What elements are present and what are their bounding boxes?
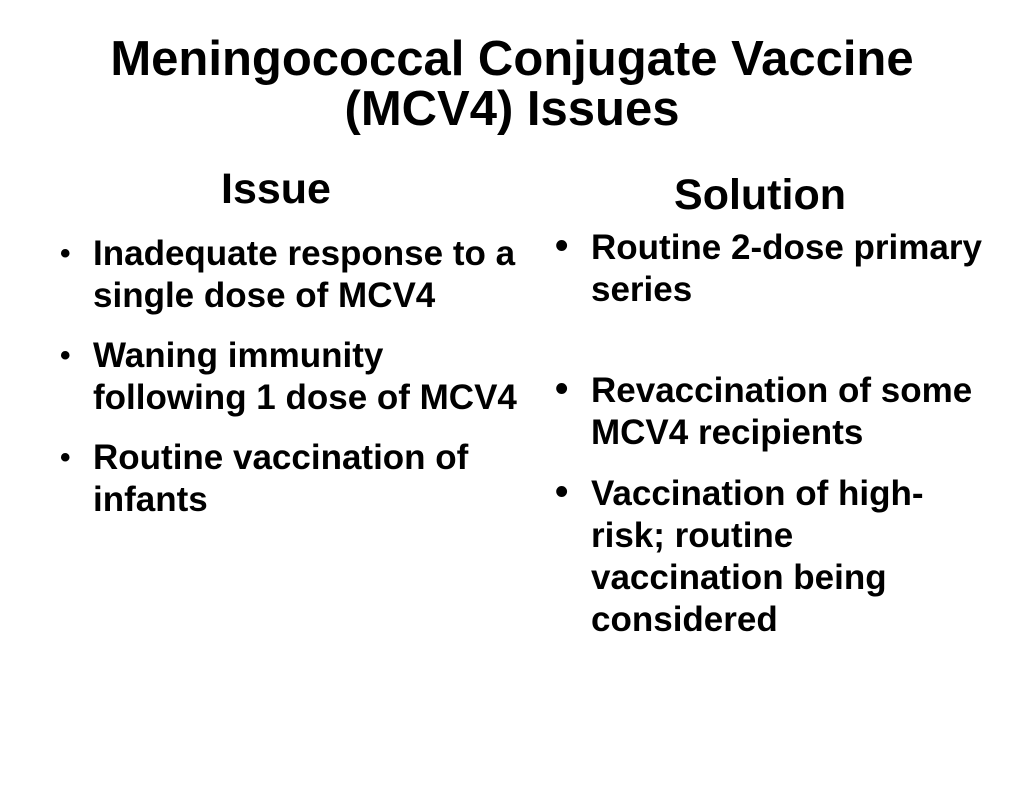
issue-item-text: Waning immunity following 1 dose of MCV4 — [93, 336, 517, 417]
solution-item-1 — [555, 227, 985, 311]
issue-item-text: Routine vaccination of infants — [93, 438, 469, 519]
slide-title-line-2: (MCV4) Issues — [344, 82, 680, 136]
slide-title-line-1: Meningococcal Conjugate Vaccine — [110, 32, 914, 86]
issue-item-1 — [60, 233, 520, 317]
bullet-icon: • — [555, 225, 569, 267]
bullet-icon: • — [60, 339, 71, 372]
issue-column-heading: Issue — [221, 165, 331, 213]
bullet-icon: • — [555, 368, 569, 410]
solution-column-heading: Solution — [674, 171, 846, 219]
solution-list — [555, 227, 985, 641]
solution-item-2 — [555, 370, 985, 454]
solution-item-3 — [555, 473, 985, 641]
slide-title — [0, 34, 1024, 134]
bullet-icon: • — [60, 237, 71, 270]
bullet-icon: • — [555, 471, 569, 513]
issue-item-text: Inadequate response to a single dose of MCV4 — [93, 234, 516, 315]
issue-item-2 — [60, 335, 520, 419]
bullet-icon: • — [60, 441, 71, 474]
issue-item-3 — [60, 437, 520, 521]
issue-list — [60, 233, 520, 539]
solution-item-text: Revaccination of some MCV4 recipients — [591, 371, 973, 452]
solution-item-text: Routine 2-dose primary series — [591, 228, 982, 309]
solution-item-text: Vaccination of high-risk; routine vaccination being considered — [591, 474, 924, 639]
